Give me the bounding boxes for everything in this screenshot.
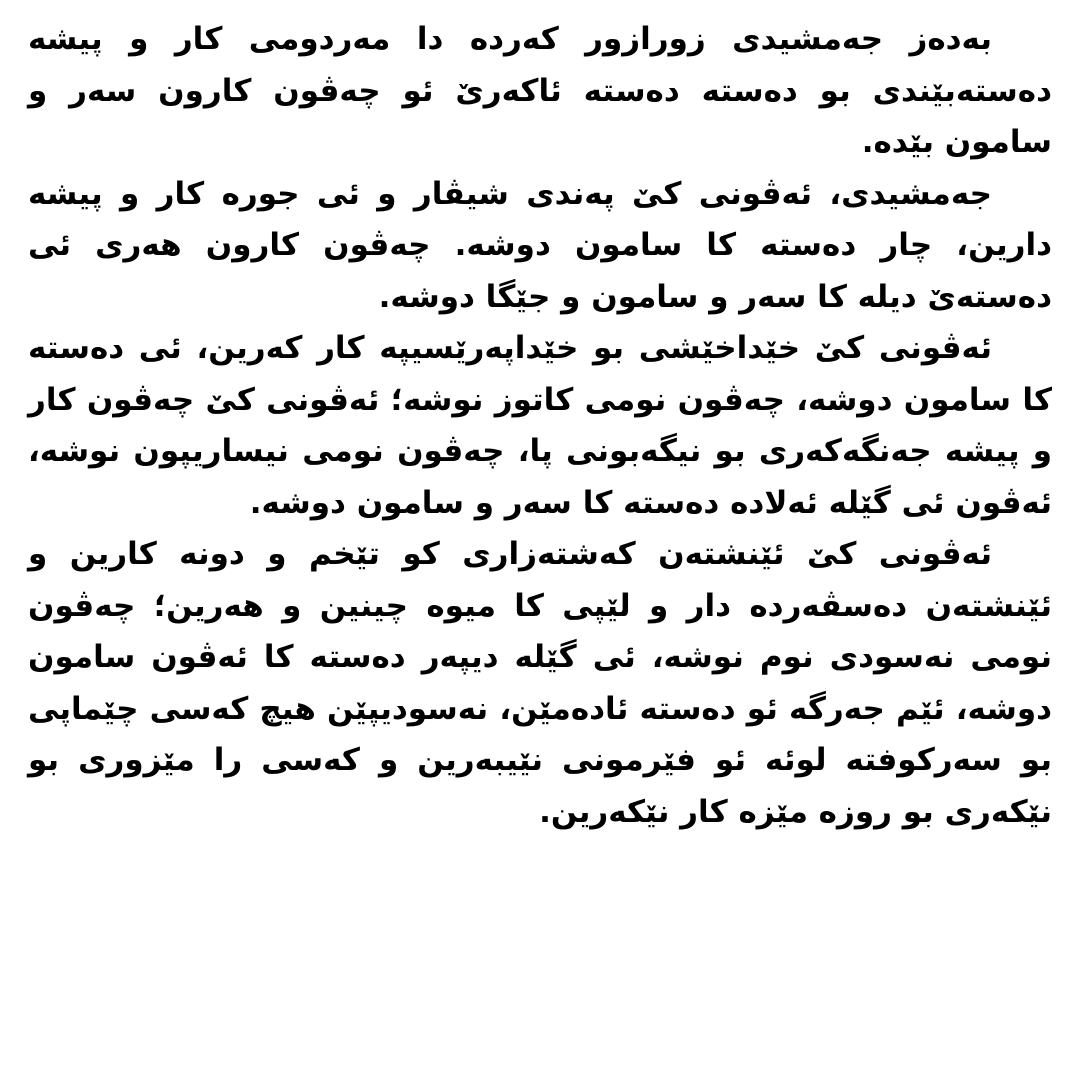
paragraph-3: ئەڤونی کێ خێداخێشی بو خێداپەرێسیپە کار کەرین، ئی دەستە کا سامون دوشە، چەڤون نومی کاتوز نوشە؛ ئەڤونی کێ چەڤون کار و پیشە جەنگەکەری بو نیگەبونی پا، چەڤون نومی نیساریپون نوشە، ئەڤون ئی گێلە ئەلادە دەستە کا سەر و سامون دوشە. bbox=[28, 330, 1052, 521]
paragraph-1: بەدەز جەمشیدی زورازور کەردە دا مەردومی کار و پیشە دەستەبێندی بو دەستە دەستە ئاکەرێ ئو چەڤون کارون سەر و سامون بێدە. bbox=[28, 21, 1052, 160]
document-body bbox=[28, 14, 1052, 838]
paragraph-2: جەمشیدی، ئەڤونی کێ پەندی شیڤار و ئی جورە کار و پیشە دارین، چار دەستە کا سامون دوشە. چەڤون کارون هەری ئی دەستەێ دیلە کا سەر و سامون و جێگا دوشە. bbox=[28, 175, 1052, 315]
paragraph-4: ئەڤونی کێ ئێنشتەن کەشتەزاری کو تێخم و دونە کارین و ئێنشتەن دەسڤەردە دار و لێپی کا میوە چینین و هەرین؛ چەڤون نومی نەسودی نوم نوشە، ئی گێلە دیپەر دەستە کا ئەڤون سامون دوشە، ئێم جەرگە ئو دەستە ئادەمێن، نەسودیپێن هیچ کەسی چێماپی بو سەرکوفتە لوئە ئو فێرمونی نێیبەرین و کەسی را مێزوری بو نێکەری بو روزە مێزە کار نێکەرین. bbox=[28, 536, 1052, 830]
